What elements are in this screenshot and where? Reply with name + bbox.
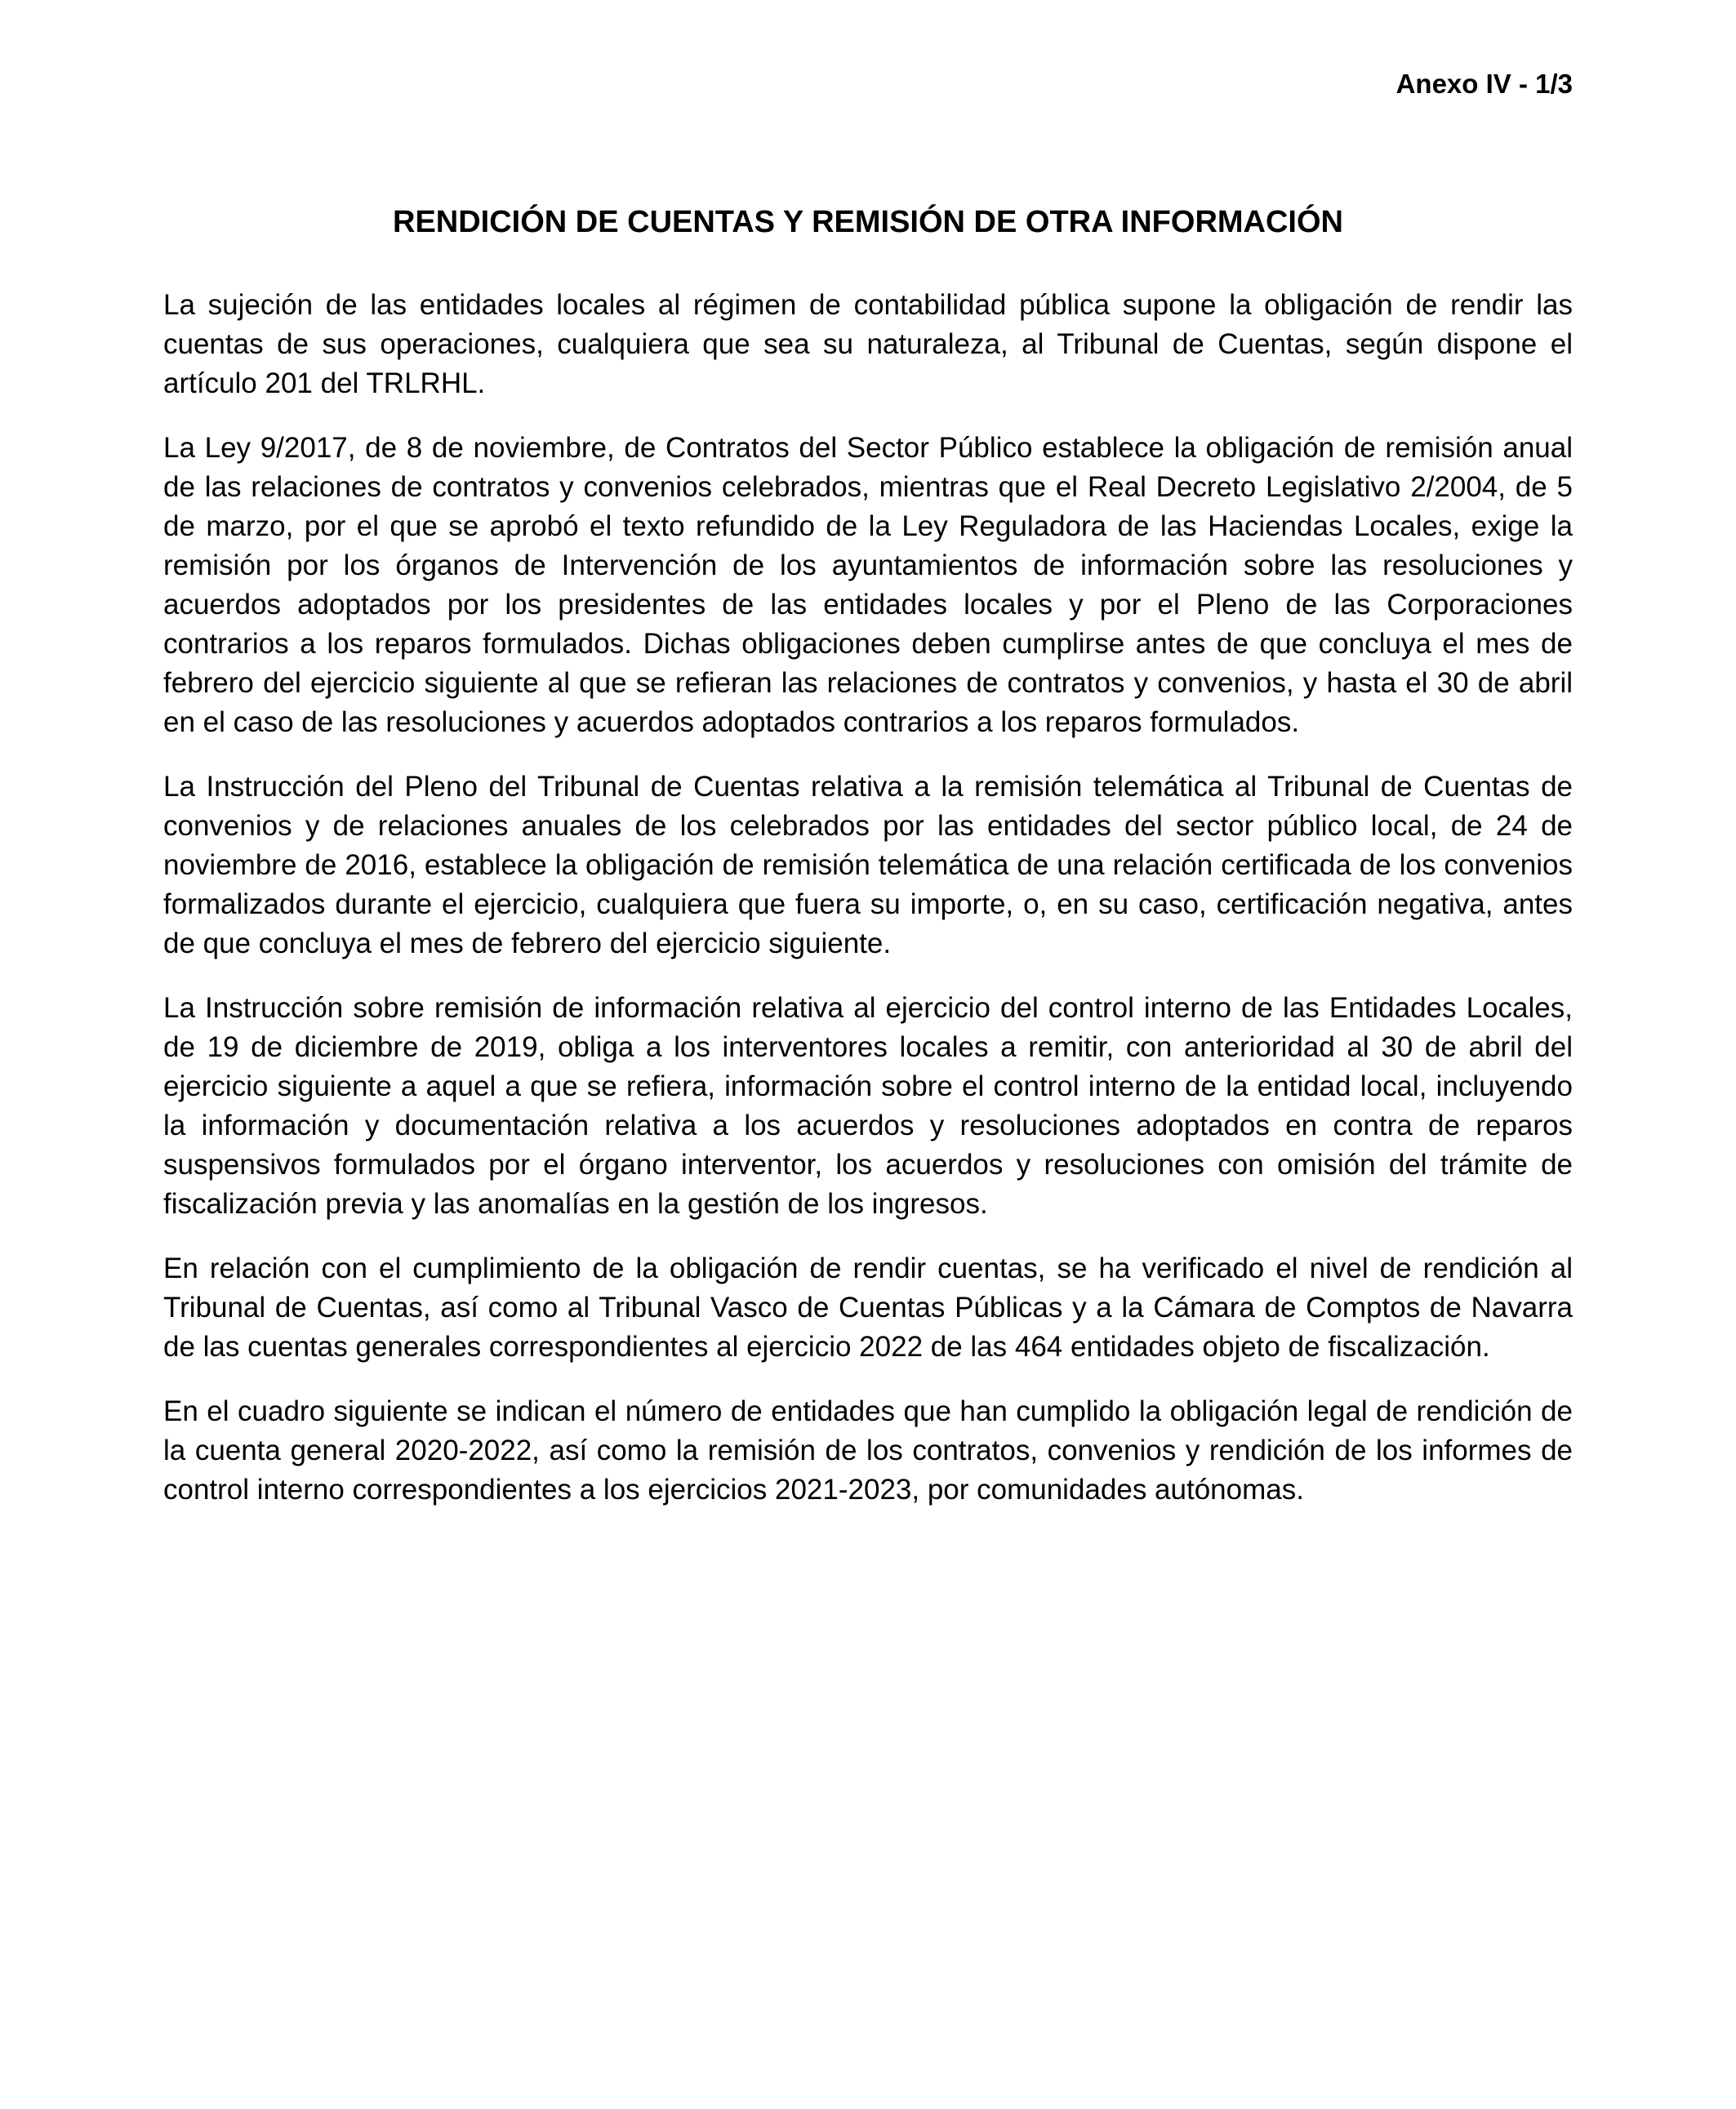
document-title: RENDICIÓN DE CUENTAS Y REMISIÓN DE OTRA INFORMACIÓN (393, 205, 1343, 239)
body-paragraph: La sujeción de las entidades locales al régimen de contabilidad pública supone la obligación de rendir las cuentas de sus operaciones, cualquiera que sea su naturaleza, al Tribunal de Cuentas, según dispone el artículo 201 del TRLRHL. (163, 289, 1573, 399)
annex-page-label: Anexo IV - 1/3 (1395, 69, 1573, 99)
body-paragraph: En el cuadro siguiente se indican el número de entidades que han cumplido la obligación legal de rendición de la cuenta general 2020-2022, así como la remisión de los contratos, convenios y rendición de los informes de control interno correspondientes a los ejercicios 2021-2023, por comunidades autónomas. (163, 1395, 1573, 1506)
body-paragraph: La Instrucción del Pleno del Tribunal de Cuentas relativa a la remisión telemática al Tribunal de Cuentas de convenios y de relaciones anuales de los celebrados por las entidades del sector público local, de 24 de noviembre de 2016, establece la obligación de remisión telemática de una relación certificada de los convenios formalizados durante el ejercicio, cualquiera que fuera su importe, o, en su caso, certificación negativa, antes de que concluya el mes de febrero del ejercicio siguiente. (163, 771, 1573, 959)
body-paragraph: En relación con el cumplimiento de la obligación de rendir cuentas, se ha verificado el nivel de rendición al Tribunal de Cuentas, así como al Tribunal Vasco de Cuentas Públicas y a la Cámara de Comptos de Navarra de las cuentas generales correspondientes al ejercicio 2022 de las 464 entidades objeto de fiscalización. (163, 1252, 1573, 1363)
body-paragraph: La Ley 9/2017, de 8 de noviembre, de Contratos del Sector Público establece la obligación de remisión anual de las relaciones de contratos y convenios celebrados, mientras que el Real Decreto Legislativo 2/2004, de 5 de marzo, por el que se aprobó el texto refundido de la Ley Reguladora de las Haciendas Locales, exige la remisión por los órganos de Intervención de los ayuntamientos de información sobre las resoluciones y acuerdos adoptados por los presidentes de las entidades locales y por el Pleno de las Corporaciones contrarios a los reparos formulados. Dichas obligaciones deben cumplirse antes de que concluya el mes de febrero del ejercicio siguiente al que se refieran las relaciones de contratos y convenios, y hasta el 30 de abril en el caso de las resoluciones y acuerdos adoptados contrarios a los reparos formulados. (163, 432, 1573, 738)
body-paragraph: La Instrucción sobre remisión de información relativa al ejercicio del control interno de las Entidades Locales, de 19 de diciembre de 2019, obliga a los interventores locales a remitir, con anterioridad al 30 de abril del ejercicio siguiente a aquel a que se refiera, información sobre el control interno de la entidad local, incluyendo la información y documentación relativa a los acuerdos y resoluciones adoptados en contra de reparos suspensivos formulados por el órgano interventor, los acuerdos y resoluciones con omisión del trámite de fiscalización previa y las anomalías en la gestión de los ingresos. (163, 992, 1573, 1220)
document-body (163, 286, 1573, 1510)
